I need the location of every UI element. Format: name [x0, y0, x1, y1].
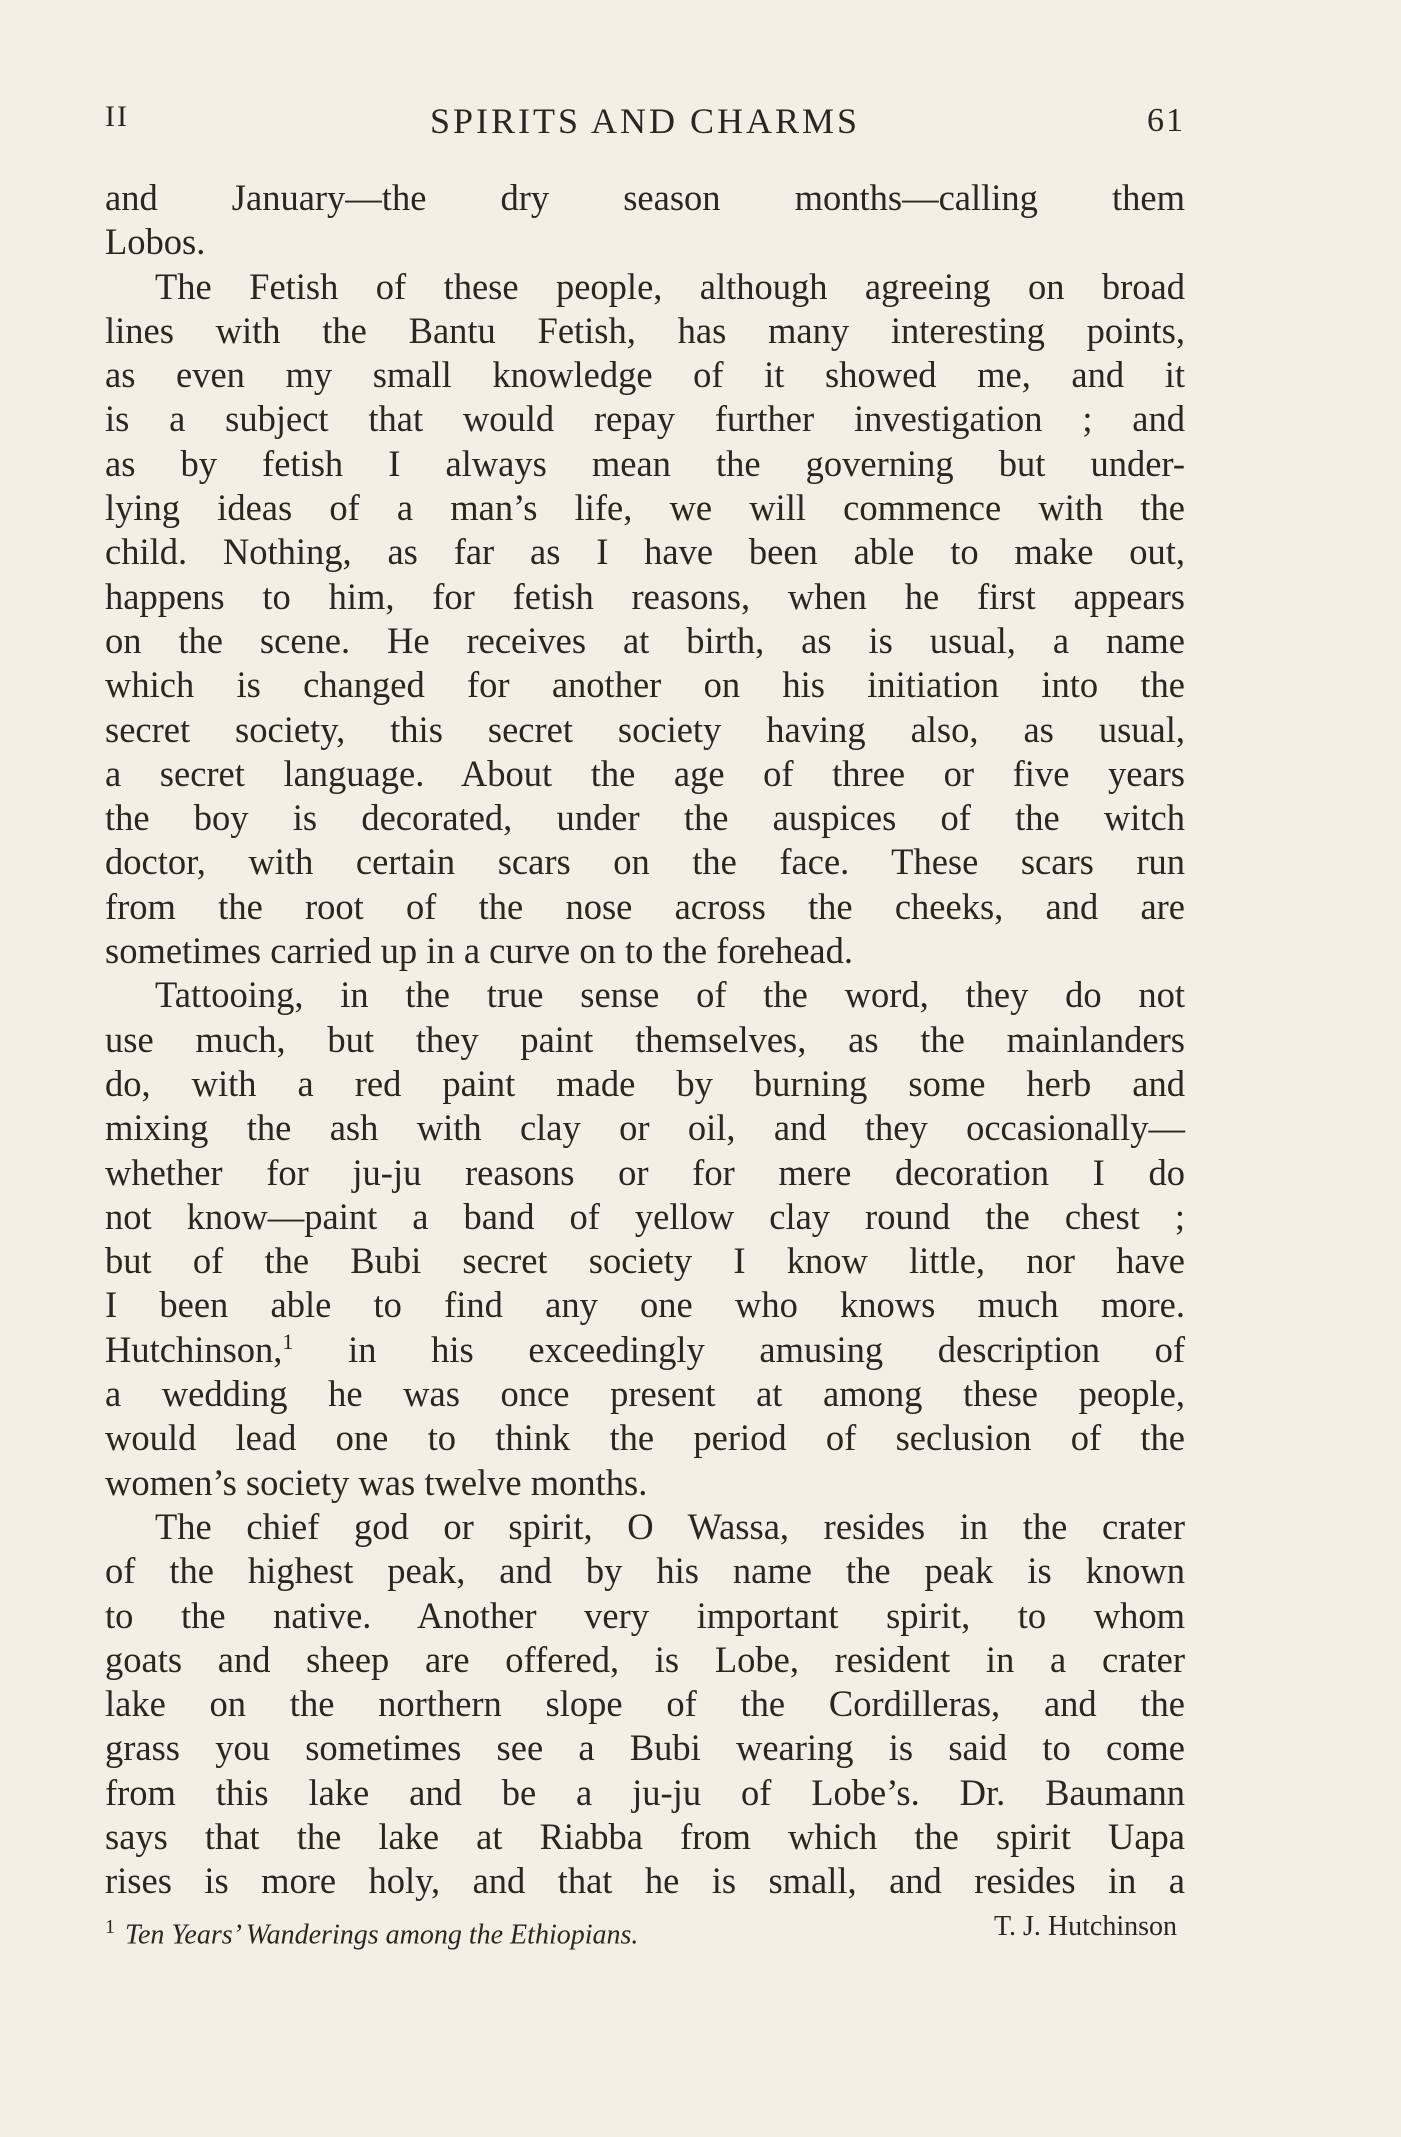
text-line: from the root of the nose across the cheeks, and are — [105, 885, 1185, 927]
text-line: as even my small knowledge of it showed me, and it — [105, 354, 1185, 396]
text-line: and January—the dry season months—calling them — [105, 177, 1185, 218]
footnote-title: Ten Years’ Wanderings among the Ethiopians. — [125, 1919, 639, 1951]
text-line: lines with the Bantu Fetish, has many interesting points, — [105, 309, 1185, 351]
text-line: lying ideas of a man’s life, we will commence with the — [105, 487, 1185, 529]
text-line: is a subject that would repay further investigation ; and — [105, 398, 1185, 440]
text-line: goats and sheep are offered, is Lobe, resident in a crater — [105, 1638, 1185, 1680]
text-line: use much, but they paint themselves, as the mainlanders — [105, 1018, 1185, 1060]
text-line: child. Nothing, as far as I have been able to make out, — [105, 531, 1185, 573]
text-line: doctor, with certain scars on the face. These scars run — [105, 841, 1185, 883]
text-line: happens to him, for fetish reasons, when he first appears — [105, 575, 1185, 617]
text-line: sometimes carried up in a curve on to the forehead. — [105, 930, 853, 972]
text-line: Tattooing, in the true sense of the word, they do not — [155, 974, 1185, 1016]
text-line: secret society, this secret society having also, as usual, — [105, 708, 1185, 750]
text-line-rest: in his exceedingly amusing description of — [348, 1328, 1186, 1370]
text-line: as by fetish I always mean the governing but under- — [105, 442, 1185, 484]
text-line: to the native. Another very important spirit, to whom — [105, 1594, 1185, 1636]
text-line: a wedding he was once present at among these people, — [105, 1373, 1185, 1415]
text-line: the boy is decorated, under the auspices of the witch — [105, 797, 1185, 839]
footnote-author: T. J. Hutchinson — [993, 1911, 1177, 1942]
text-line: would lead one to think the period of seclusion of the — [105, 1417, 1185, 1459]
text-line-with-reference — [105, 1328, 1185, 1372]
text-line: women’s society was twelve months. — [105, 1461, 648, 1503]
inline-author: Hutchinson, — [105, 1328, 283, 1370]
body-text — [105, 176, 1185, 1904]
chapter-number: II — [105, 100, 129, 133]
text-line: mixing the ash with clay or oil, and they occasionally— — [105, 1107, 1185, 1149]
running-head — [105, 100, 1185, 150]
text-line: I been able to find any one who knows much more. — [105, 1284, 1185, 1326]
footnote-reference[interactable]: 1 — [282, 1328, 294, 1354]
text-line: whether for ju-ju reasons or for mere decoration I do — [105, 1151, 1185, 1193]
text-line: do, with a red paint made by burning some herb and — [105, 1062, 1185, 1104]
text-line: not know—paint a band of yellow clay round the chest ; — [105, 1195, 1185, 1237]
text-line: from this lake and be a ju-ju of Lobe’s. Dr. Baumann — [105, 1771, 1185, 1813]
text-line: of the highest peak, and by his name the peak is known — [105, 1550, 1185, 1592]
footnote — [105, 1907, 1185, 1955]
text-line: on the scene. He receives at birth, as is usual, a name — [105, 619, 1185, 661]
text-line: Lobos. — [105, 221, 206, 263]
text-line: The Fetish of these people, although agreeing on broad — [155, 265, 1185, 307]
page-number: 61 — [1147, 102, 1185, 139]
text-line: which is changed for another on his initiation into the — [105, 664, 1185, 706]
running-title: SPIRITS AND CHARMS — [429, 101, 861, 141]
text-line: rises is more holy, and that he is small, and resides in a — [105, 1860, 1185, 1902]
text-line: a secret language. About the age of three or five years — [105, 752, 1185, 794]
text-line: says that the lake at Riabba from which the spirit Uapa — [105, 1815, 1185, 1857]
text-line: but of the Bubi secret society I know little, nor have — [105, 1240, 1185, 1282]
text-line: The chief god or spirit, O Wassa, resides in the crater — [155, 1505, 1185, 1547]
text-line: grass you sometimes see a Bubi wearing is said to come — [105, 1727, 1185, 1769]
footnote-marker: 1 — [105, 1916, 115, 1938]
text-line: lake on the northern slope of the Cordilleras, and the — [105, 1683, 1185, 1725]
